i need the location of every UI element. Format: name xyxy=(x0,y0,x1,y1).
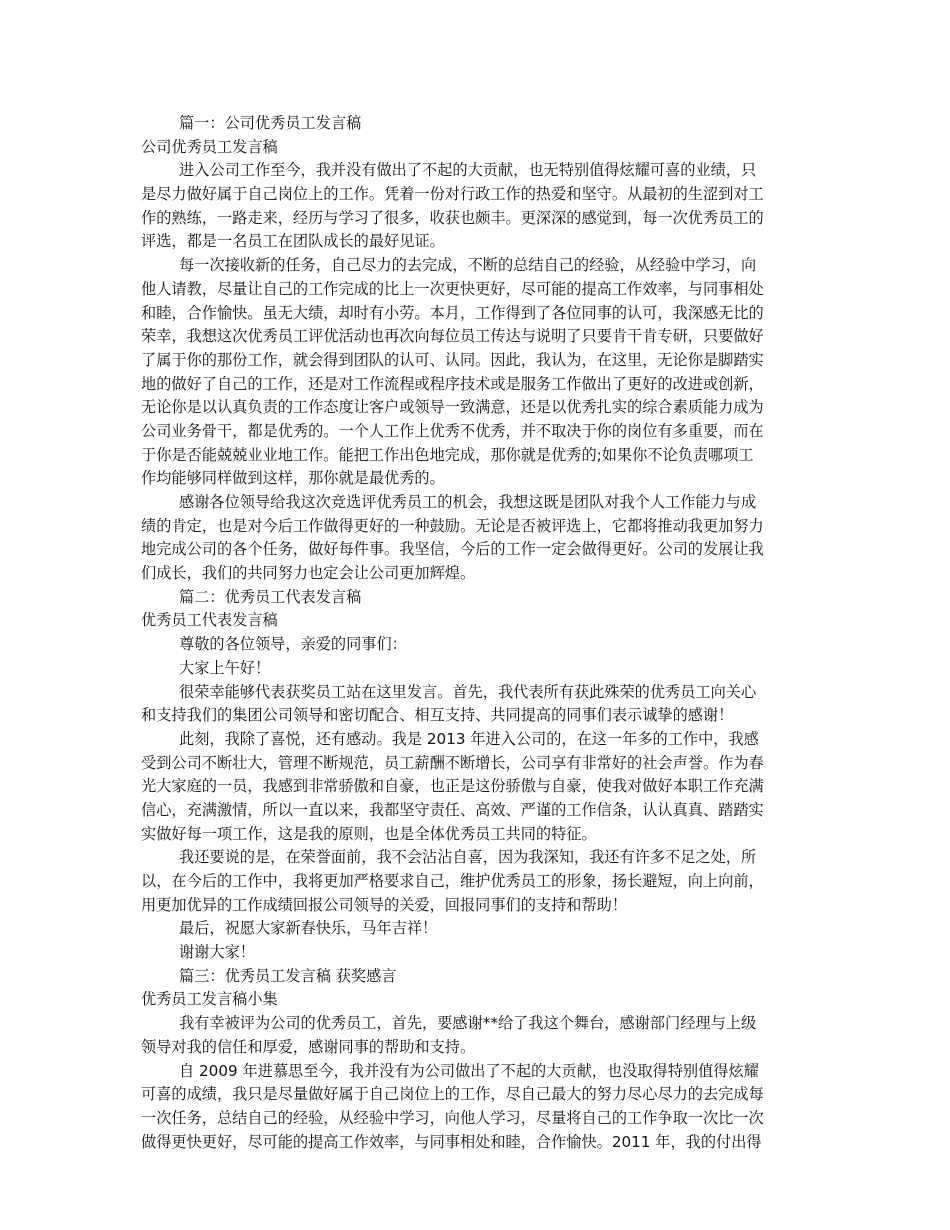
section-title: 篇三：优秀员工发言稿 获奖感言 xyxy=(179,966,397,985)
section-title: 篇二：优秀员工代表发言稿 xyxy=(179,587,362,606)
paragraph-line: 们成长，我们的共同努力也定会让公司更加辉煌。 xyxy=(141,564,476,583)
section-title: 篇一：公司优秀员工发言稿 xyxy=(179,114,362,132)
paragraph-line: 实做好每一项工作，这是我的原则，也是全体优秀员工共同的特征。 xyxy=(141,824,597,843)
paragraph-line: 荣幸，我想这次优秀员工评优活动也再次向每位员工传达与说明了只要肯干肯专研，只要做好 xyxy=(141,327,764,346)
article-heading: 优秀员工代表发言稿 xyxy=(141,611,278,630)
paragraph-line: 地的做好了自己的工作，还是对工作流程或程序技术或是服务工作做出了更好的改进或创新， xyxy=(141,374,764,393)
article-heading: 优秀员工发言稿小集 xyxy=(141,990,278,1009)
greeting-line: 尊敬的各位领导，亲爱的同事们： xyxy=(179,635,407,654)
paragraph-line: 感谢各位领导给我这次竞选评优秀员工的机会，我想这既是团队对我个人工作能力与成 xyxy=(179,493,757,511)
paragraph-line: 此刻，我除了喜悦，还有感动。我是 2013 年进入公司的，在这一年多的工作中，我感 xyxy=(179,729,759,748)
paragraph-line: 进入公司工作至今，我并没有做出了不起的大贡献，也无特别值得炫耀可喜的业绩，只 xyxy=(179,161,757,180)
paragraph-line: 领导对我的信任和厚爱，感谢同事的帮助和支持。 xyxy=(141,1037,476,1056)
paragraph-line: 了属于你的那份工作，就会得到团队的认可、认同。因此，我认为，在这里，无论你是脚踏实 xyxy=(141,350,764,369)
paragraph-line: 受到公司不断壮大，管理不断规范，员工薪酬不断增长，公司享有非常好的社会声誉。作为春 xyxy=(141,753,764,772)
paragraph-line: 评选，都是一名员工在团队成长的最好见证。 xyxy=(141,232,445,251)
paragraph-line: 信心，充满激情，所以一直以来，我都坚守责任、高效、严谨的工作信条，认认真真、踏踏实 xyxy=(141,800,764,819)
document-body xyxy=(141,112,811,1154)
paragraph-line: 我有幸被评为公司的优秀员工，首先，要感谢**给了我这个舞台，感谢部门经理与上级 xyxy=(179,1014,757,1033)
paragraph-line: 他人请教，尽量让自己的工作完成的比上一次更快更好，尽可能的提高工作效率，与同事相处 xyxy=(141,279,764,298)
paragraph-line: 很荣幸能够代表获奖员工站在这里发言。首先，我代表所有获此殊荣的优秀员工向关心 xyxy=(179,682,757,701)
paragraph-line: 绩的肯定，也是对今后工作做得更好的一种鼓励。无论是否被评选上，它都将推动我更加努力 xyxy=(141,516,764,535)
paragraph-line: 做得更快更好，尽可能的提高工作效率，与同事相处和睦，合作愉快。2011 年，我的付出得 xyxy=(141,1132,762,1151)
paragraph-line: 自 2009 年进慕思至今，我并没有为公司做出了不起的大贡献，也没取得特别值得炫耀 xyxy=(179,1061,759,1080)
paragraph-line: 以，在今后的工作中，我将更加严格要求自己，维护优秀员工的形象，扬长避短，向上向前， xyxy=(141,872,764,890)
paragraph-line: 是尽力做好属于自己岗位上的工作。凭着一份对行政工作的热爱和坚守。从最初的生涩到对工 xyxy=(141,185,764,204)
paragraph-line: 无论你是以认真负责的工作态度让客户或领导一致满意，还是以优秀扎实的综合素质能力成为 xyxy=(141,398,764,417)
paragraph-line: 可喜的成绩，我只是尽量做好属于自己岗位上的工作，尽自己最大的努力尽心尽力的去完成每 xyxy=(141,1085,764,1104)
paragraph-line: 每一次接收新的任务，自己尽力的去完成，不断的总结自己的经验，从经验中学习，向 xyxy=(179,256,757,275)
paragraph-line: 作均能够同样做到这样，那你就是最优秀的。 xyxy=(141,469,445,488)
paragraph-line: 用更加优异的工作成绩回报公司领导的关爱，回报同事们的支持和帮助！ xyxy=(141,895,627,914)
paragraph-line: 地完成公司的各个任务，做好每件事。我坚信，今后的工作一定会做得更好。公司的发展让我 xyxy=(141,540,764,559)
paragraph-line: 我还要说的是，在荣誉面前，我不会沾沾自喜，因为我深知，我还有许多不足之处，所 xyxy=(179,848,757,867)
paragraph-line: 公司业务骨干，都是优秀的。一个人工作上优秀不优秀，并不取决于你的岗位有多重要，而在 xyxy=(141,421,764,440)
paragraph-line: 于你是否能兢兢业业地工作。能把工作出色地完成，那你就是优秀的;如果你不论负责哪项工 xyxy=(141,445,754,464)
closing-line: 谢谢大家！ xyxy=(179,943,255,962)
closing-line: 最后，祝愿大家新春快乐，马年吉祥！ xyxy=(179,919,438,938)
greeting-line: 大家上午好！ xyxy=(179,658,271,677)
paragraph-line: 光大家庭的一员，我感到非常骄傲和自豪，也正是这份骄傲与自豪，使我对做好本职工作充满 xyxy=(141,777,764,796)
paragraph-line: 和支持我们的集团公司领导和密切配合、相互支持、共同提高的同事们表示诚挚的感谢！ xyxy=(141,706,734,725)
paragraph-line: 和睦，合作愉快。虽无大绩，却时有小劳。本月，工作得到了各位同事的认可，我深感无比的 xyxy=(141,303,764,322)
article-heading: 公司优秀员工发言稿 xyxy=(141,137,278,156)
paragraph-line: 一次任务，总结自己的经验，从经验中学习，向他人学习，尽量将自己的工作争取一次比一次 xyxy=(141,1108,764,1127)
paragraph-line: 作的熟练，一路走来，经历与学习了很多，收获也颇丰。更深深的感觉到，每一次优秀员工的 xyxy=(141,208,764,227)
